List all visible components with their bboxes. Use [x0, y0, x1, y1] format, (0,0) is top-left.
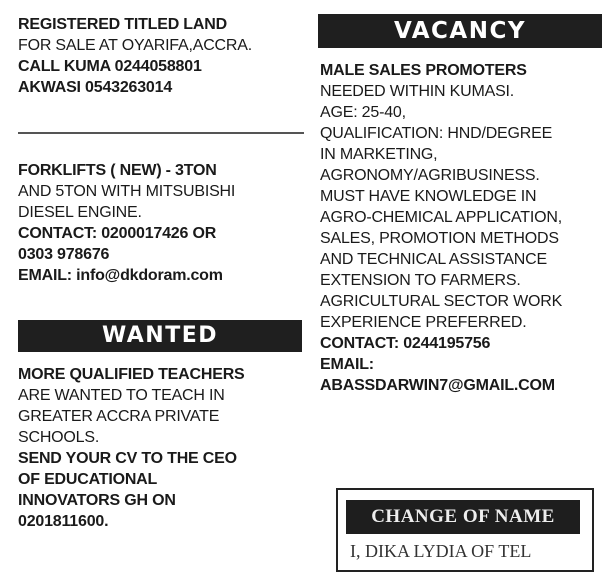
ad-line: FOR SALE AT OYARIFA,ACCRA. — [18, 37, 252, 54]
wanted-banner: WANTED — [18, 320, 302, 352]
ad-line: EMAIL: — [320, 356, 374, 373]
ad-line: QUALIFICATION: HND/DEGREE — [320, 125, 553, 142]
ad-line: 0201811600. — [18, 513, 109, 530]
ad-line: FORKLIFTS ( NEW) - 3TON — [18, 162, 217, 179]
ad-line: ABASSDARWIN7@GMAIL.COM — [320, 377, 555, 394]
ad-line: SCHOOLS. — [18, 429, 100, 446]
change-of-name-title: CHANGE OF NAME — [346, 500, 580, 534]
ad-line: AGRICULTURAL SECTOR WORK — [320, 293, 563, 310]
vacancy-ad — [320, 60, 604, 396]
ad-line: OF EDUCATIONAL — [18, 471, 158, 488]
divider-rule — [18, 132, 304, 134]
ad-line: NEEDED WITHIN KUMASI. — [320, 83, 515, 100]
ad-line: EMAIL: info@dkdoram.com — [18, 267, 223, 284]
ad-line: CONTACT: 0200017426 OR — [18, 225, 217, 242]
wanted-ad — [18, 364, 308, 532]
ad-line: AGE: 25-40, — [320, 104, 406, 121]
ad-line: AGRONOMY/AGRIBUSINESS. — [320, 167, 540, 184]
ad-line: REGISTERED TITLED LAND — [18, 16, 227, 33]
ad-line: EXTENSION TO FARMERS. — [320, 272, 521, 289]
ad-line: DIESEL ENGINE. — [18, 204, 142, 221]
ad-line: INNOVATORS GH ON — [18, 492, 176, 509]
ad-line: AND TECHNICAL ASSISTANCE — [320, 251, 547, 268]
ad-line: MALE SALES PROMOTERS — [320, 62, 527, 79]
ad-line: CALL KUMA 0244058801 — [18, 58, 202, 75]
ad-line: SALES, PROMOTION METHODS — [320, 230, 559, 247]
change-of-name-box — [336, 488, 594, 572]
change-of-name-text: I, DIKA LYDIA OF TEL — [350, 541, 532, 561]
ad-line: IN MARKETING, — [320, 146, 438, 163]
ad-line: CONTACT: 0244195756 — [320, 335, 491, 352]
ad-line: SEND YOUR CV TO THE CEO — [18, 450, 237, 467]
ad-line: AGRO-CHEMICAL APPLICATION, — [320, 209, 562, 226]
ad-line: GREATER ACCRA PRIVATE — [18, 408, 220, 425]
ad-line: AKWASI 0543263014 — [18, 79, 173, 96]
ad-line: MUST HAVE KNOWLEDGE IN — [320, 188, 537, 205]
vacancy-banner: VACANCY — [318, 14, 602, 48]
forklift-ad — [18, 160, 308, 286]
ad-line: MORE QUALIFIED TEACHERS — [18, 366, 245, 383]
ad-line: AND 5TON WITH MITSUBISHI — [18, 183, 236, 200]
land-ad — [18, 14, 308, 98]
ad-line: 0303 978676 — [18, 246, 110, 263]
ad-line: ARE WANTED TO TEACH IN — [18, 387, 225, 404]
ad-line: EXPERIENCE PREFERRED. — [320, 314, 527, 331]
